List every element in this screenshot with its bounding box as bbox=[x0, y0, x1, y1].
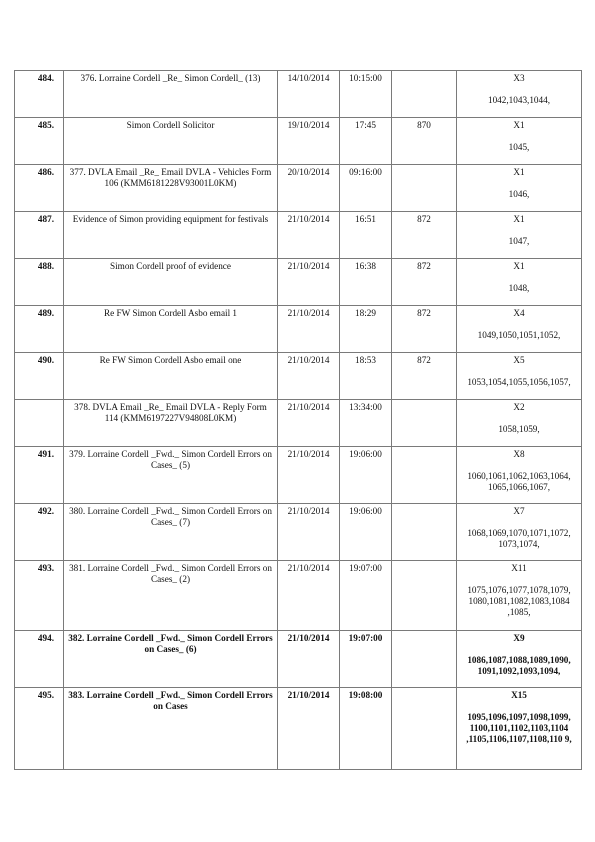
entry-date: 20/10/2014 bbox=[278, 165, 340, 212]
table-row bbox=[15, 688, 582, 770]
table-row bbox=[15, 118, 582, 165]
table-row bbox=[15, 306, 582, 353]
entry-page-list: 1047, bbox=[508, 236, 530, 246]
table-row bbox=[15, 259, 582, 306]
table-row bbox=[15, 400, 582, 447]
entry-time: 10:15:00 bbox=[340, 71, 392, 118]
entry-date: 21/10/2014 bbox=[278, 688, 340, 770]
entry-pages-cell bbox=[457, 688, 582, 770]
entry-tab: 870 bbox=[392, 118, 457, 165]
entry-page-count: X1 bbox=[513, 120, 525, 130]
entry-tab: 872 bbox=[392, 353, 457, 400]
entry-tab bbox=[392, 561, 457, 631]
entry-time: 19:08:00 bbox=[340, 688, 392, 770]
table-row bbox=[15, 353, 582, 400]
entry-page-count: X4 bbox=[513, 308, 525, 318]
entry-number: 490. bbox=[15, 353, 64, 400]
entry-number: 495. bbox=[15, 688, 64, 770]
entry-date: 21/10/2014 bbox=[278, 400, 340, 447]
entry-tab: 872 bbox=[392, 259, 457, 306]
entry-pages-cell bbox=[457, 561, 582, 631]
entry-description: 377. DVLA Email _Re_ Email DVLA - Vehicles Form 106 (KMM6181228V93001L0KM) bbox=[64, 165, 278, 212]
entry-description: 378. DVLA Email _Re_ Email DVLA - Reply Form 114 (KMM6197227V94808L0KM) bbox=[64, 400, 278, 447]
table-row bbox=[15, 212, 582, 259]
entry-page-count: X15 bbox=[511, 690, 527, 700]
entry-page-list: 1086,1087,1088,1089,1090, 1091,1092,1093,1094, bbox=[467, 655, 571, 676]
entry-date: 21/10/2014 bbox=[278, 306, 340, 353]
entry-pages-cell bbox=[457, 353, 582, 400]
entry-tab bbox=[392, 504, 457, 561]
entry-date: 21/10/2014 bbox=[278, 561, 340, 631]
entry-number: 489. bbox=[15, 306, 64, 353]
entry-tab: 872 bbox=[392, 212, 457, 259]
entry-number: 485. bbox=[15, 118, 64, 165]
entry-number: 493. bbox=[15, 561, 64, 631]
entry-description: 376. Lorraine Cordell _Re_ Simon Cordell_ (13) bbox=[64, 71, 278, 118]
evidence-table bbox=[14, 70, 582, 770]
evidence-table-body bbox=[15, 71, 582, 770]
entry-number: 487. bbox=[15, 212, 64, 259]
table-row bbox=[15, 71, 582, 118]
entry-tab bbox=[392, 400, 457, 447]
entry-page-list: 1045, bbox=[508, 142, 530, 152]
entry-time: 19:07:00 bbox=[340, 561, 392, 631]
entry-pages-cell bbox=[457, 212, 582, 259]
table-row bbox=[15, 504, 582, 561]
entry-tab bbox=[392, 447, 457, 504]
entry-date: 21/10/2014 bbox=[278, 212, 340, 259]
entry-page-count: X1 bbox=[513, 214, 525, 224]
entry-number: 488. bbox=[15, 259, 64, 306]
entry-page-list: 1049,1050,1051,1052, bbox=[477, 330, 561, 340]
entry-time: 16:38 bbox=[340, 259, 392, 306]
entry-time: 19:06:00 bbox=[340, 447, 392, 504]
entry-page-count: X8 bbox=[513, 449, 525, 459]
entry-page-count: X1 bbox=[513, 261, 525, 271]
entry-time: 18:29 bbox=[340, 306, 392, 353]
entry-page-count: X2 bbox=[513, 402, 525, 412]
entry-pages-cell bbox=[457, 259, 582, 306]
entry-tab bbox=[392, 688, 457, 770]
entry-page-count: X11 bbox=[511, 563, 527, 573]
entry-time: 18:53 bbox=[340, 353, 392, 400]
entry-tab bbox=[392, 631, 457, 688]
entry-date: 19/10/2014 bbox=[278, 118, 340, 165]
entry-time: 16:51 bbox=[340, 212, 392, 259]
entry-page-list: 1042,1043,1044, bbox=[487, 95, 550, 105]
entry-description: 379. Lorraine Cordell _Fwd._ Simon Cordell Errors on Cases_ (5) bbox=[64, 447, 278, 504]
entry-description: Evidence of Simon providing equipment for festivals bbox=[64, 212, 278, 259]
entry-description: 382. Lorraine Cordell _Fwd._ Simon Cordell Errors on Cases_ (6) bbox=[64, 631, 278, 688]
entry-page-list: 1053,1054,1055,1056,1057, bbox=[467, 377, 571, 387]
table-row bbox=[15, 165, 582, 212]
entry-date: 14/10/2014 bbox=[278, 71, 340, 118]
entry-pages-cell bbox=[457, 400, 582, 447]
entry-page-count: X3 bbox=[513, 73, 525, 83]
entry-number: 486. bbox=[15, 165, 64, 212]
entry-page-count: X9 bbox=[513, 633, 525, 643]
entry-number: 484. bbox=[15, 71, 64, 118]
entry-description: Simon Cordell Solicitor bbox=[64, 118, 278, 165]
entry-page-list: 1068,1069,1070,1071,1072, 1073,1074, bbox=[467, 528, 571, 549]
entry-description: 383. Lorraine Cordell _Fwd._ Simon Cordell Errors on Cases bbox=[64, 688, 278, 770]
entry-page-list: 1048, bbox=[508, 283, 530, 293]
entry-time: 19:07:00 bbox=[340, 631, 392, 688]
entry-page-list: 1046, bbox=[508, 189, 530, 199]
entry-page-count: X1 bbox=[513, 167, 525, 177]
entry-description: Simon Cordell proof of evidence bbox=[64, 259, 278, 306]
entry-page-list: 1095,1096,1097,1098,1099, 1100,1101,1102,1103,1104 ,1105,1106,1107,1108,110 9, bbox=[466, 712, 572, 744]
entry-page-list: 1058,1059, bbox=[498, 424, 540, 434]
entry-date: 21/10/2014 bbox=[278, 631, 340, 688]
table-row bbox=[15, 631, 582, 688]
entry-pages-cell bbox=[457, 165, 582, 212]
entry-pages-cell bbox=[457, 71, 582, 118]
entry-number bbox=[15, 400, 64, 447]
entry-pages-cell bbox=[457, 631, 582, 688]
entry-description: 380. Lorraine Cordell _Fwd._ Simon Cordell Errors on Cases_ (7) bbox=[64, 504, 278, 561]
entry-date: 21/10/2014 bbox=[278, 504, 340, 561]
entry-time: 19:06:00 bbox=[340, 504, 392, 561]
entry-page-count: X7 bbox=[513, 506, 525, 516]
entry-page-list: 1075,1076,1077,1078,1079, 1080,1081,1082,1083,1084 ,1085, bbox=[467, 585, 571, 617]
entry-description: Re FW Simon Cordell Asbo email one bbox=[64, 353, 278, 400]
entry-tab bbox=[392, 165, 457, 212]
entry-pages-cell bbox=[457, 447, 582, 504]
table-row bbox=[15, 447, 582, 504]
entry-date: 21/10/2014 bbox=[278, 259, 340, 306]
entry-number: 494. bbox=[15, 631, 64, 688]
entry-pages-cell bbox=[457, 504, 582, 561]
entry-description: Re FW Simon Cordell Asbo email 1 bbox=[64, 306, 278, 353]
entry-pages-cell bbox=[457, 306, 582, 353]
entry-time: 13:34:00 bbox=[340, 400, 392, 447]
table-row bbox=[15, 561, 582, 631]
entry-tab: 872 bbox=[392, 306, 457, 353]
entry-time: 09:16:00 bbox=[340, 165, 392, 212]
entry-page-count: X5 bbox=[513, 355, 525, 365]
entry-date: 21/10/2014 bbox=[278, 447, 340, 504]
entry-number: 491. bbox=[15, 447, 64, 504]
entry-description: 381. Lorraine Cordell _Fwd._ Simon Cordell Errors on Cases_ (2) bbox=[64, 561, 278, 631]
entry-pages-cell bbox=[457, 118, 582, 165]
entry-time: 17:45 bbox=[340, 118, 392, 165]
entry-number: 492. bbox=[15, 504, 64, 561]
entry-date: 21/10/2014 bbox=[278, 353, 340, 400]
entry-tab bbox=[392, 71, 457, 118]
entry-page-list: 1060,1061,1062,1063,1064, 1065,1066,1067, bbox=[467, 471, 571, 492]
